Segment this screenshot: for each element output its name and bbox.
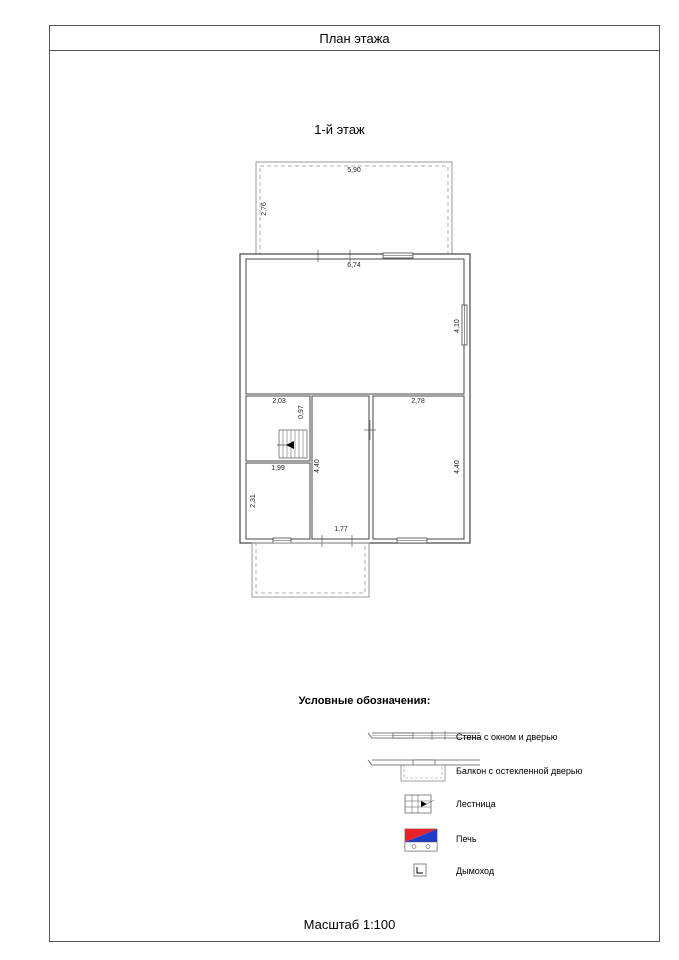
dim-small-room-width: 1,99	[271, 465, 285, 472]
legend-label-balcony: Балкон с остекленной дверью	[456, 766, 583, 776]
bottom-windows	[273, 535, 427, 547]
dim-main-room-depth: 4,10	[454, 319, 461, 333]
dim-small-room-depth: 2,31	[250, 494, 257, 508]
dim-balcony-top-width: 5,90	[347, 167, 361, 174]
chimney-icon	[414, 864, 426, 876]
legend-label-chimney: Дымоход	[456, 866, 495, 876]
stove-icon	[405, 829, 437, 851]
legend-title: Условные обозначения:	[298, 695, 431, 707]
right-room	[373, 396, 464, 539]
corridor	[312, 396, 376, 539]
legend-label-wall: Стена с окном и дверью	[456, 732, 558, 742]
window-top	[318, 250, 413, 262]
dim-main-room-width: 6,74	[347, 262, 361, 269]
balcony-bottom	[252, 543, 369, 597]
dim-balcony-top-depth: 2,76	[261, 202, 268, 216]
dim-right-room-width: 2,78	[411, 398, 425, 405]
balcony-top	[256, 162, 452, 254]
dim-right-room-depth: 4,40	[454, 460, 461, 474]
legend-label-stove: Печь	[456, 834, 477, 844]
stairs	[277, 430, 307, 458]
dim-corridor-depth: 4,40	[314, 459, 321, 473]
legend-label-stairs: Лестница	[456, 799, 496, 809]
dim-stair-room-small: 0,97	[298, 405, 305, 419]
window-right	[462, 305, 467, 345]
scale-label: Масштаб 1:100	[303, 917, 396, 932]
dim-corridor-width: 1,77	[334, 526, 348, 533]
dim-stair-room-width: 2,03	[272, 398, 286, 405]
stairs-icon	[405, 795, 434, 813]
header-title: План этажа	[319, 31, 390, 46]
floor-title: 1-й этаж	[314, 122, 365, 137]
